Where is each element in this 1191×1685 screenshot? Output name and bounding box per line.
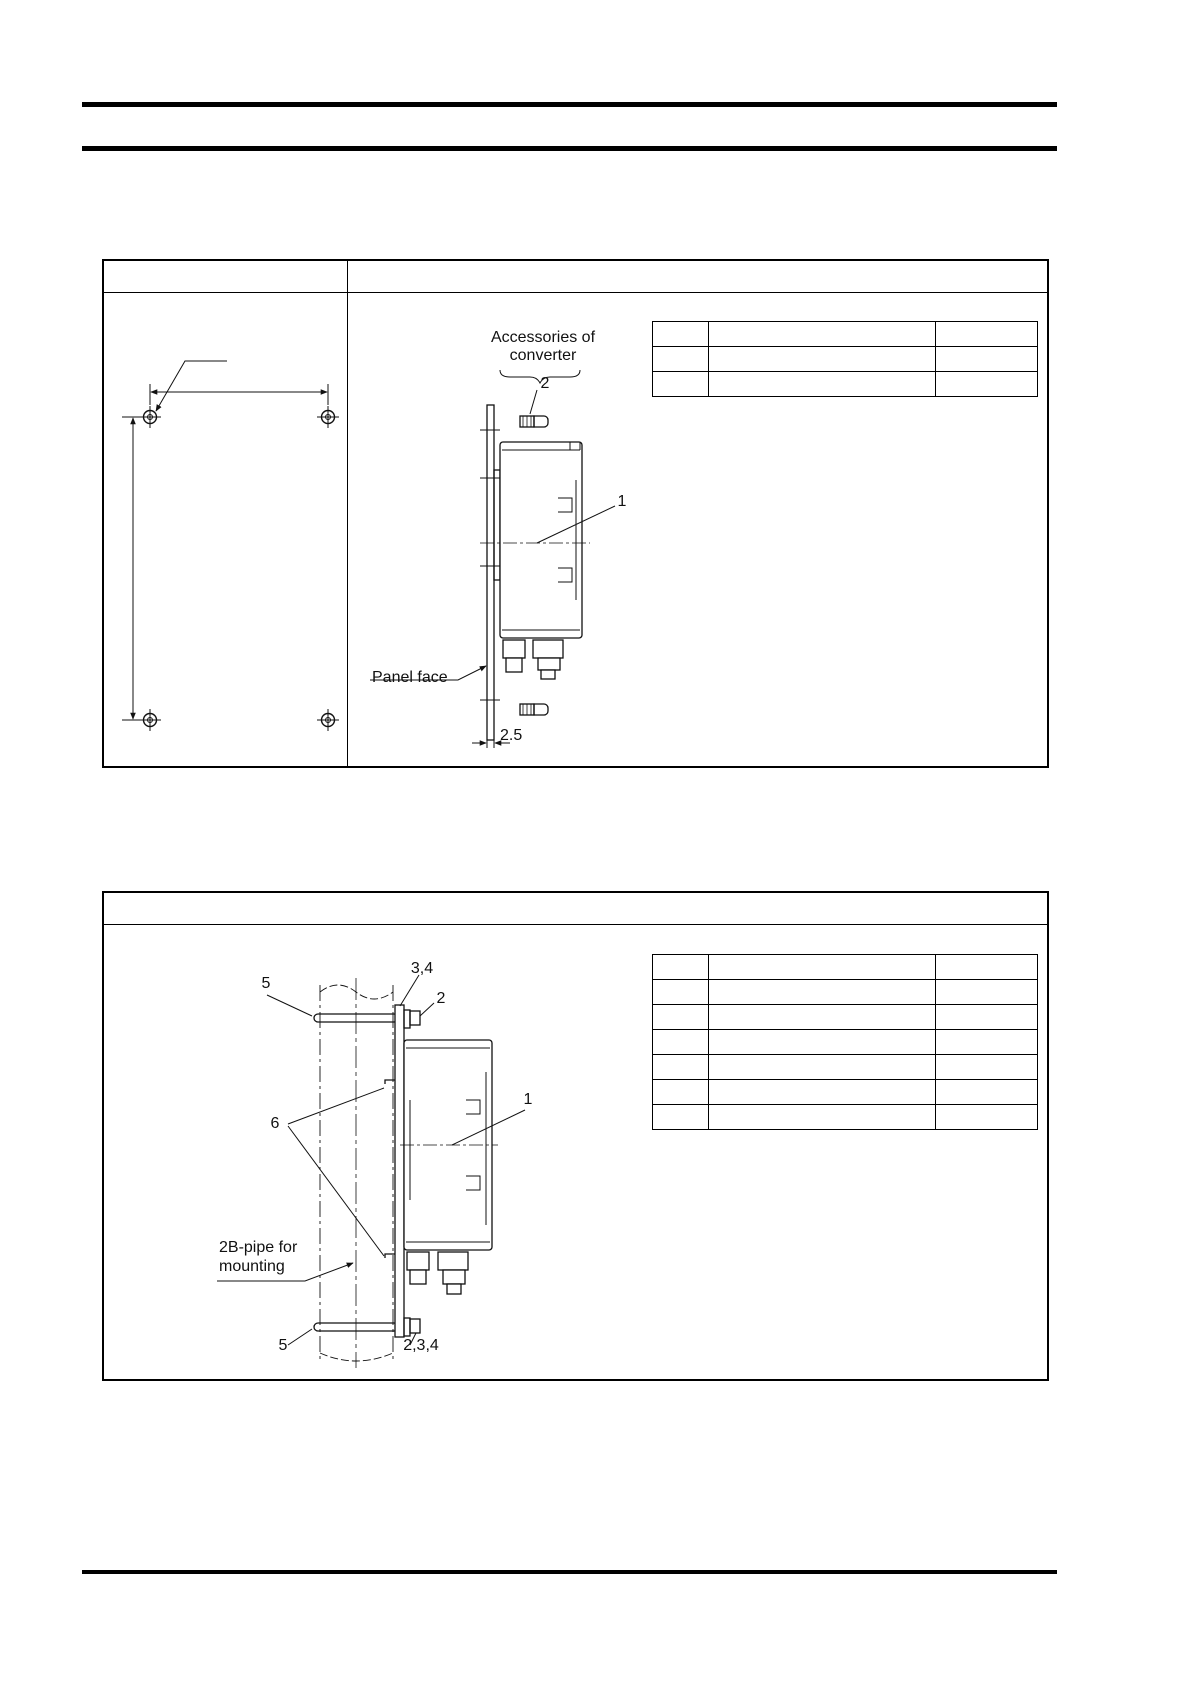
callout-number: 5 <box>261 975 271 992</box>
callout-number: 2 <box>436 990 446 1007</box>
callout-number: 3,4 <box>410 960 434 977</box>
panel-cutout-drawing <box>122 361 339 731</box>
mounting-hole-icon <box>317 709 339 731</box>
mounting-hole-icon <box>139 406 161 428</box>
accessories-label: converter <box>509 347 577 364</box>
pipe-label: 2B-pipe for <box>219 1239 298 1256</box>
panel-face-label: Panel face <box>372 669 448 686</box>
screw-icon <box>520 416 548 427</box>
callout-number: 1 <box>523 1091 533 1108</box>
mounting-hole-icon <box>139 709 161 731</box>
accessories-label: Accessories of <box>490 329 596 346</box>
screw-icon <box>520 704 548 715</box>
callout-number: 1 <box>617 493 627 510</box>
pipe-label: mounting <box>219 1258 285 1275</box>
pipe-mount-drawing <box>217 975 525 1368</box>
callout-number: 2,3,4 <box>403 1337 439 1354</box>
panel-mount-side-view <box>370 370 615 748</box>
callout-number: 2 <box>540 375 550 392</box>
thickness-dimension: 2.5 <box>500 727 523 744</box>
callout-number: 6 <box>270 1115 280 1132</box>
mounting-hole-icon <box>317 406 339 428</box>
callout-number: 5 <box>278 1337 288 1354</box>
